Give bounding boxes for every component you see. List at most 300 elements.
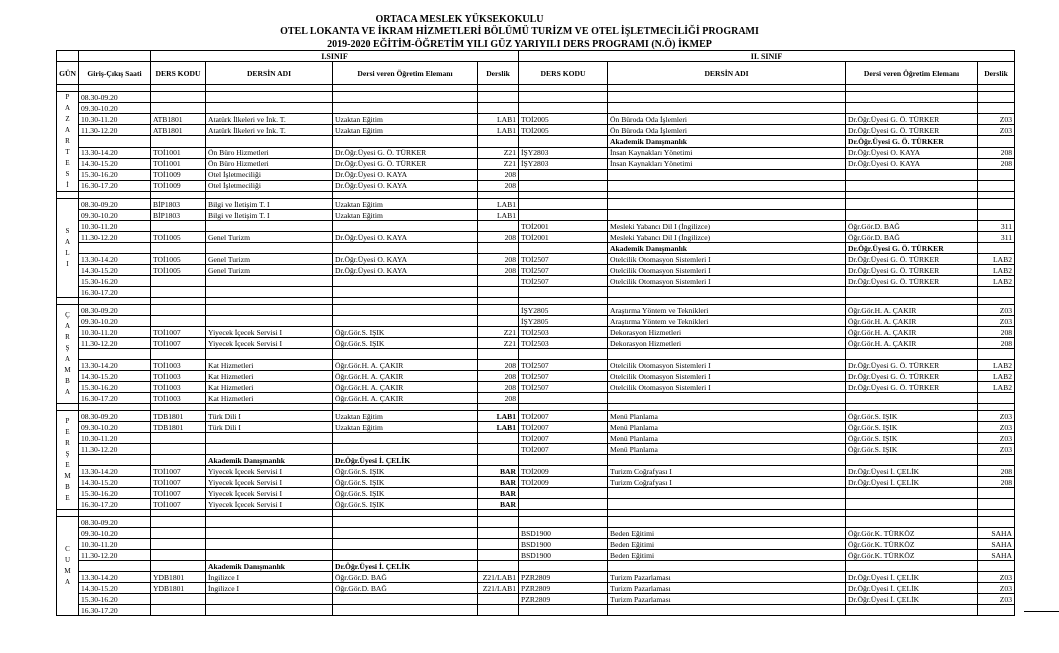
schedule-row — [57, 92, 1015, 103]
code2-cell — [519, 393, 608, 404]
day-spacer-row — [57, 298, 1015, 305]
room1-cell: 208 — [478, 360, 519, 371]
code1-cell — [151, 316, 206, 327]
schedule-row — [57, 411, 1015, 422]
teacher1-cell: Dr.Öğr.Üyesi O. KAYA — [333, 254, 478, 265]
teacher1-cell — [333, 433, 478, 444]
room2-cell — [978, 199, 1015, 210]
room1-cell — [478, 349, 519, 360]
schedule-row — [57, 455, 1015, 466]
course2-cell: Otelcilik Otomasyon Sistemleri I — [608, 360, 846, 371]
room2-cell: Z03 — [978, 422, 1015, 433]
schedule-row — [57, 305, 1015, 316]
teacher2-cell: Dr.Öğr.Üyesi İ. ÇELİK — [846, 477, 978, 488]
code2-cell: TOİ2001 — [519, 232, 608, 243]
code1-cell: TOİ1003 — [151, 393, 206, 404]
teacher2-cell — [846, 210, 978, 221]
course2-cell: Ön Büroda Oda İşlemleri — [608, 114, 846, 125]
code2-cell: İŞY2803 — [519, 158, 608, 169]
schedule-row — [57, 276, 1015, 287]
course2-cell: Dekorasyon Hizmetleri — [608, 338, 846, 349]
schedule-row — [57, 147, 1015, 158]
room2-cell: 208 — [978, 477, 1015, 488]
teacher1-cell — [333, 539, 478, 550]
teacher2-cell: Dr.Öğr.Üyesi O. KAYA — [846, 158, 978, 169]
schedule-row — [57, 605, 1015, 616]
code1-cell: TOİ1005 — [151, 232, 206, 243]
time-cell: 13.30-14.20 — [79, 466, 151, 477]
teacher1-cell: Öğr.Gör.D. BAĞ — [333, 583, 478, 594]
schedule-row — [57, 338, 1015, 349]
schedule-row — [57, 169, 1015, 180]
course2-cell — [608, 210, 846, 221]
course2-cell — [608, 103, 846, 114]
schedule-row — [57, 422, 1015, 433]
room1-cell: Z21 — [478, 327, 519, 338]
time-cell: 11.30-12.20 — [79, 232, 151, 243]
room1-cell — [478, 550, 519, 561]
code1-cell: TOİ1003 — [151, 382, 206, 393]
course1-cell: Yiyecek İçecek Servisi I — [206, 327, 333, 338]
code1-cell — [151, 287, 206, 298]
code1-cell — [151, 550, 206, 561]
time-cell: 09.30-10.20 — [79, 316, 151, 327]
course2-cell: Otelcilik Otomasyon Sistemleri I — [608, 265, 846, 276]
course2-cell — [608, 488, 846, 499]
teacher1-cell: Öğr.Gör.S. IŞIK — [333, 466, 478, 477]
room1-cell — [478, 455, 519, 466]
schedule-row — [57, 103, 1015, 114]
code1-cell — [151, 594, 206, 605]
course2-cell: Ön Büroda Oda İşlemleri — [608, 125, 846, 136]
teacher1-cell — [333, 305, 478, 316]
col-ad2: DERSİN ADI — [608, 62, 846, 85]
schedule-row — [57, 210, 1015, 221]
time-cell: 08.30-09.20 — [79, 199, 151, 210]
teacher2-cell — [846, 488, 978, 499]
teacher1-cell: Öğr.Gör.S. IŞIK — [333, 477, 478, 488]
teacher2-cell: Öğr.Gör.D. BAĞ — [846, 232, 978, 243]
room1-cell: LAB1 — [478, 210, 519, 221]
room2-cell: SAHA — [978, 539, 1015, 550]
code2-cell — [519, 169, 608, 180]
code1-cell — [151, 528, 206, 539]
course1-cell: Genel Turizm — [206, 254, 333, 265]
teacher2-cell: Öğr.Gör.S. IŞIK — [846, 433, 978, 444]
teacher2-cell — [846, 199, 978, 210]
course2-cell: Menü Planlama — [608, 422, 846, 433]
time-cell: 08.30-09.20 — [79, 411, 151, 422]
code2-cell — [519, 499, 608, 510]
course1-cell — [206, 444, 333, 455]
time-cell — [79, 561, 151, 572]
code2-cell: TOİ2507 — [519, 382, 608, 393]
teacher1-cell — [333, 517, 478, 528]
schedule-row — [57, 199, 1015, 210]
margin-rule — [1024, 611, 1059, 612]
course1-cell: Yiyecek İçecek Servisi I — [206, 477, 333, 488]
teacher2-cell: Dr.Öğr.Üyesi İ. ÇELİK — [846, 583, 978, 594]
room2-cell — [978, 243, 1015, 254]
time-cell: 15.30-16.20 — [79, 594, 151, 605]
code1-cell: TOİ1007 — [151, 338, 206, 349]
teacher1-cell: Dr.Öğr.Üyesi G. Ö. TÜRKER — [333, 158, 478, 169]
schedule-row — [57, 433, 1015, 444]
code1-cell: TOİ1007 — [151, 477, 206, 488]
course1-cell — [206, 221, 333, 232]
teacher1-cell: Dr.Öğr.Üyesi İ. ÇELİK — [333, 561, 478, 572]
course1-cell — [206, 433, 333, 444]
code2-cell — [519, 243, 608, 254]
course1-cell: Kat Hizmetleri — [206, 382, 333, 393]
code1-cell: BİP1803 — [151, 210, 206, 221]
room1-cell: BAR — [478, 488, 519, 499]
course1-cell: Ön Büro Hizmetleri — [206, 158, 333, 169]
course2-cell: Otelcilik Otomasyon Sistemleri I — [608, 382, 846, 393]
course2-cell: Otelcilik Otomasyon Sistemleri I — [608, 254, 846, 265]
code2-cell — [519, 180, 608, 191]
room2-cell: Z03 — [978, 572, 1015, 583]
teacher1-cell — [333, 594, 478, 605]
code1-cell: TDB1801 — [151, 422, 206, 433]
course1-cell: Akademik Danışmanlık — [206, 455, 333, 466]
code2-cell: BSD1900 — [519, 528, 608, 539]
teacher1-cell: Öğr.Gör.D. BAĞ — [333, 572, 478, 583]
col-gun: GÜN — [57, 62, 79, 85]
teacher2-cell — [846, 103, 978, 114]
teacher1-cell: Öğr.Gör.H. A. ÇAKIR — [333, 371, 478, 382]
teacher1-cell: Uzaktan Eğitim — [333, 125, 478, 136]
teacher1-cell: Dr.Öğr.Üyesi İ. ÇELİK — [333, 455, 478, 466]
class1-label: I.SINIF — [151, 51, 519, 62]
course1-cell: Yiyecek İçecek Servisi I — [206, 466, 333, 477]
code2-cell: TOİ2005 — [519, 125, 608, 136]
room1-cell — [478, 316, 519, 327]
course2-cell: Akademik Danışmanlık — [608, 243, 846, 254]
code2-cell: TOİ2009 — [519, 477, 608, 488]
course1-cell — [206, 287, 333, 298]
time-cell: 15.30-16.20 — [79, 276, 151, 287]
time-cell: 10.30-11.20 — [79, 433, 151, 444]
room1-cell: 208 — [478, 265, 519, 276]
course2-cell — [608, 92, 846, 103]
room1-cell — [478, 305, 519, 316]
schedule-row — [57, 477, 1015, 488]
room2-cell — [978, 517, 1015, 528]
time-cell: 09.30-10.20 — [79, 422, 151, 433]
room1-cell: 208 — [478, 393, 519, 404]
room2-cell: LAB2 — [978, 371, 1015, 382]
course1-cell — [206, 243, 333, 254]
code1-cell — [151, 305, 206, 316]
course2-cell: İnsan Kaynakları Yönetimi — [608, 158, 846, 169]
course1-cell — [206, 528, 333, 539]
room2-cell: LAB2 — [978, 276, 1015, 287]
room1-cell: 208 — [478, 180, 519, 191]
course1-cell: İngilizce I — [206, 583, 333, 594]
teacher2-cell: Dr.Öğr.Üyesi G. Ö. TÜRKER — [846, 276, 978, 287]
room1-cell: 208 — [478, 254, 519, 265]
course1-cell — [206, 136, 333, 147]
course2-cell — [608, 499, 846, 510]
room2-cell — [978, 210, 1015, 221]
teacher2-cell — [846, 349, 978, 360]
time-cell: 09.30-10.20 — [79, 528, 151, 539]
course1-cell: Kat Hizmetleri — [206, 371, 333, 382]
teacher2-cell: Öğr.Gör.D. BAĞ — [846, 221, 978, 232]
code1-cell: TOİ1003 — [151, 360, 206, 371]
time-cell: 13.30-14.20 — [79, 254, 151, 265]
teacher2-cell: Dr.Öğr.Üyesi G. Ö. TÜRKER — [846, 243, 978, 254]
course2-cell: Turizm Coğrafyası I — [608, 477, 846, 488]
code2-cell — [519, 488, 608, 499]
col-kod2: DERS KODU — [519, 62, 608, 85]
course1-cell: Kat Hizmetleri — [206, 393, 333, 404]
code2-cell — [519, 210, 608, 221]
room1-cell: 208 — [478, 169, 519, 180]
room1-cell: 208 — [478, 382, 519, 393]
code2-cell: TOİ2507 — [519, 360, 608, 371]
time-cell — [79, 243, 151, 254]
room2-cell: SAHA — [978, 528, 1015, 539]
code2-cell — [519, 103, 608, 114]
room2-cell — [978, 349, 1015, 360]
code1-cell: ATB1801 — [151, 114, 206, 125]
code1-cell — [151, 349, 206, 360]
time-cell: 16.30-17.20 — [79, 287, 151, 298]
course1-cell — [206, 349, 333, 360]
room2-cell — [978, 488, 1015, 499]
room1-cell: Z21 — [478, 338, 519, 349]
room2-cell: Z03 — [978, 125, 1015, 136]
code2-cell: PZR2809 — [519, 594, 608, 605]
teacher1-cell: Öğr.Gör.H. A. ÇAKIR — [333, 360, 478, 371]
code1-cell: TOİ1007 — [151, 499, 206, 510]
teacher1-cell — [333, 103, 478, 114]
teacher1-cell: Dr.Öğr.Üyesi O. KAYA — [333, 169, 478, 180]
teacher2-cell: Öğr.Gör.K. TÜRKÖZ — [846, 539, 978, 550]
time-cell: 14.30-15.20 — [79, 371, 151, 382]
teacher2-cell: Dr.Öğr.Üyesi İ. ÇELİK — [846, 594, 978, 605]
room2-cell — [978, 169, 1015, 180]
teacher2-cell — [846, 499, 978, 510]
code2-cell: TOİ2507 — [519, 254, 608, 265]
course2-cell — [608, 287, 846, 298]
course2-cell: Beden Eğitimi — [608, 539, 846, 550]
room1-cell — [478, 605, 519, 616]
day-label: Ç A R Ş A M B A — [57, 305, 79, 404]
room1-cell: Z21 — [478, 147, 519, 158]
teacher2-cell: Dr.Öğr.Üyesi G. Ö. TÜRKER — [846, 371, 978, 382]
teacher2-cell: Öğr.Gör.S. IŞIK — [846, 411, 978, 422]
schedule-row — [57, 221, 1015, 232]
class-header-row — [57, 51, 1015, 62]
time-cell: 11.30-12.20 — [79, 125, 151, 136]
school-title: ORTACA MESLEK YÜKSEKOKULU — [375, 14, 544, 25]
schedule-row — [57, 499, 1015, 510]
course1-cell — [206, 305, 333, 316]
course1-cell: Yiyecek İçecek Servisi I — [206, 338, 333, 349]
schedule-table — [56, 50, 1015, 616]
course2-cell: İnsan Kaynakları Yönetimi — [608, 147, 846, 158]
code2-cell — [519, 517, 608, 528]
teacher2-cell: Öğr.Gör.K. TÜRKÖZ — [846, 550, 978, 561]
schedule-row — [57, 254, 1015, 265]
schedule-row — [57, 393, 1015, 404]
teacher1-cell — [333, 276, 478, 287]
code2-cell — [519, 92, 608, 103]
teacher1-cell — [333, 136, 478, 147]
schedule-row — [57, 371, 1015, 382]
room1-cell — [478, 92, 519, 103]
schedule-row — [57, 316, 1015, 327]
teacher1-cell: Öğr.Gör.S. IŞIK — [333, 338, 478, 349]
course1-cell: Türk Dili I — [206, 422, 333, 433]
schedule-row — [57, 265, 1015, 276]
teacher1-cell: Uzaktan Eğitim — [333, 114, 478, 125]
code2-cell: İŞY2805 — [519, 305, 608, 316]
course1-cell: Genel Turizm — [206, 265, 333, 276]
room2-cell — [978, 136, 1015, 147]
room1-cell — [478, 433, 519, 444]
schedule-row — [57, 136, 1015, 147]
schedule-row — [57, 114, 1015, 125]
program-title: OTEL LOKANTA VE İKRAM HİZMETLERİ BÖLÜMÜ TURİZM VE OTEL İŞLETMECİLİĞİ PROGRAMI — [280, 26, 759, 37]
teacher2-cell: Öğr.Gör.S. IŞIK — [846, 422, 978, 433]
time-cell: 11.30-12.20 — [79, 338, 151, 349]
code1-cell — [151, 103, 206, 114]
teacher2-cell — [846, 180, 978, 191]
room1-cell — [478, 444, 519, 455]
schedule-row — [57, 382, 1015, 393]
code1-cell — [151, 605, 206, 616]
code1-cell — [151, 92, 206, 103]
course1-cell: Bilgi ve İletişim T. I — [206, 210, 333, 221]
room2-cell: LAB2 — [978, 360, 1015, 371]
code1-cell — [151, 221, 206, 232]
schedule-row — [57, 528, 1015, 539]
day-spacer-row — [57, 192, 1015, 199]
code2-cell: TOİ2007 — [519, 411, 608, 422]
schedule-row — [57, 287, 1015, 298]
time-cell: 13.30-14.20 — [79, 147, 151, 158]
teacher1-cell: Uzaktan Eğitim — [333, 210, 478, 221]
course2-cell — [608, 169, 846, 180]
course1-cell — [206, 550, 333, 561]
course2-cell: Araştırma Yöntem ve Teknikleri — [608, 316, 846, 327]
room1-cell — [478, 539, 519, 550]
room2-cell — [978, 287, 1015, 298]
room2-cell — [978, 499, 1015, 510]
teacher2-cell: Dr.Öğr.Üyesi G. Ö. TÜRKER — [846, 125, 978, 136]
room2-cell: LAB2 — [978, 382, 1015, 393]
course1-cell — [206, 316, 333, 327]
teacher2-cell: Dr.Öğr.Üyesi G. Ö. TÜRKER — [846, 114, 978, 125]
room1-cell — [478, 528, 519, 539]
day-spacer-row — [57, 404, 1015, 411]
code2-cell: İŞY2805 — [519, 316, 608, 327]
teacher1-cell — [333, 349, 478, 360]
time-cell: 14.30-15.20 — [79, 477, 151, 488]
code2-cell — [519, 349, 608, 360]
course1-cell: İngilizce I — [206, 572, 333, 583]
teacher1-cell — [333, 444, 478, 455]
schedule-row — [57, 561, 1015, 572]
time-cell: 16.30-17.20 — [79, 605, 151, 616]
room2-cell — [978, 605, 1015, 616]
time-cell: 14.30-15.20 — [79, 583, 151, 594]
teacher1-cell: Dr.Öğr.Üyesi O. KAYA — [333, 180, 478, 191]
time-cell: 08.30-09.20 — [79, 305, 151, 316]
teacher2-cell: Dr.Öğr.Üyesi G. Ö. TÜRKER — [846, 382, 978, 393]
time-cell: 15.30-16.20 — [79, 169, 151, 180]
course2-cell: Araştırma Yöntem ve Teknikleri — [608, 305, 846, 316]
time-cell — [79, 455, 151, 466]
course2-cell: Turizm Coğrafyası I — [608, 466, 846, 477]
room2-cell: Z03 — [978, 444, 1015, 455]
room1-cell: LAB1 — [478, 114, 519, 125]
code2-cell: PZR2809 — [519, 583, 608, 594]
room1-cell: BAR — [478, 499, 519, 510]
code2-cell: İŞY2803 — [519, 147, 608, 158]
course2-cell — [608, 199, 846, 210]
room2-cell: Z03 — [978, 583, 1015, 594]
teacher1-cell: Uzaktan Eğitim — [333, 411, 478, 422]
code1-cell: TOİ1005 — [151, 254, 206, 265]
teacher1-cell: Öğr.Gör.H. A. ÇAKIR — [333, 382, 478, 393]
teacher2-cell — [846, 393, 978, 404]
code2-cell: TOİ2007 — [519, 422, 608, 433]
teacher1-cell — [333, 287, 478, 298]
course2-cell — [608, 455, 846, 466]
teacher2-cell: Öğr.Gör.H. A. ÇAKIR — [846, 305, 978, 316]
room1-cell — [478, 221, 519, 232]
course1-cell: Türk Dili I — [206, 411, 333, 422]
code2-cell: TOİ2007 — [519, 444, 608, 455]
course2-cell — [608, 180, 846, 191]
teacher1-cell — [333, 92, 478, 103]
schedule-row — [57, 583, 1015, 594]
code1-cell: TOİ1009 — [151, 180, 206, 191]
time-cell: 08.30-09.20 — [79, 517, 151, 528]
schedule-row — [57, 349, 1015, 360]
course2-cell: Akademik Danışmanlık — [608, 136, 846, 147]
code2-cell: TOİ2507 — [519, 265, 608, 276]
code2-cell: TOİ2001 — [519, 221, 608, 232]
day-label: S A L I — [57, 199, 79, 298]
time-cell: 16.30-17.20 — [79, 180, 151, 191]
code1-cell — [151, 276, 206, 287]
course2-cell: Menü Planlama — [608, 411, 846, 422]
time-cell: 10.30-11.20 — [79, 114, 151, 125]
room1-cell — [478, 136, 519, 147]
room1-cell — [478, 287, 519, 298]
time-cell — [79, 349, 151, 360]
room1-cell: BAR — [478, 466, 519, 477]
col-saat: Giriş-Çıkış Saati — [79, 62, 151, 85]
time-cell: 13.30-14.20 — [79, 572, 151, 583]
teacher1-cell — [333, 550, 478, 561]
room2-cell — [978, 561, 1015, 572]
schedule-row — [57, 466, 1015, 477]
room2-cell — [978, 455, 1015, 466]
code2-cell — [519, 561, 608, 572]
room2-cell: Z03 — [978, 411, 1015, 422]
code1-cell — [151, 444, 206, 455]
code1-cell: YDB1801 — [151, 583, 206, 594]
course1-cell — [206, 92, 333, 103]
room2-cell — [978, 393, 1015, 404]
